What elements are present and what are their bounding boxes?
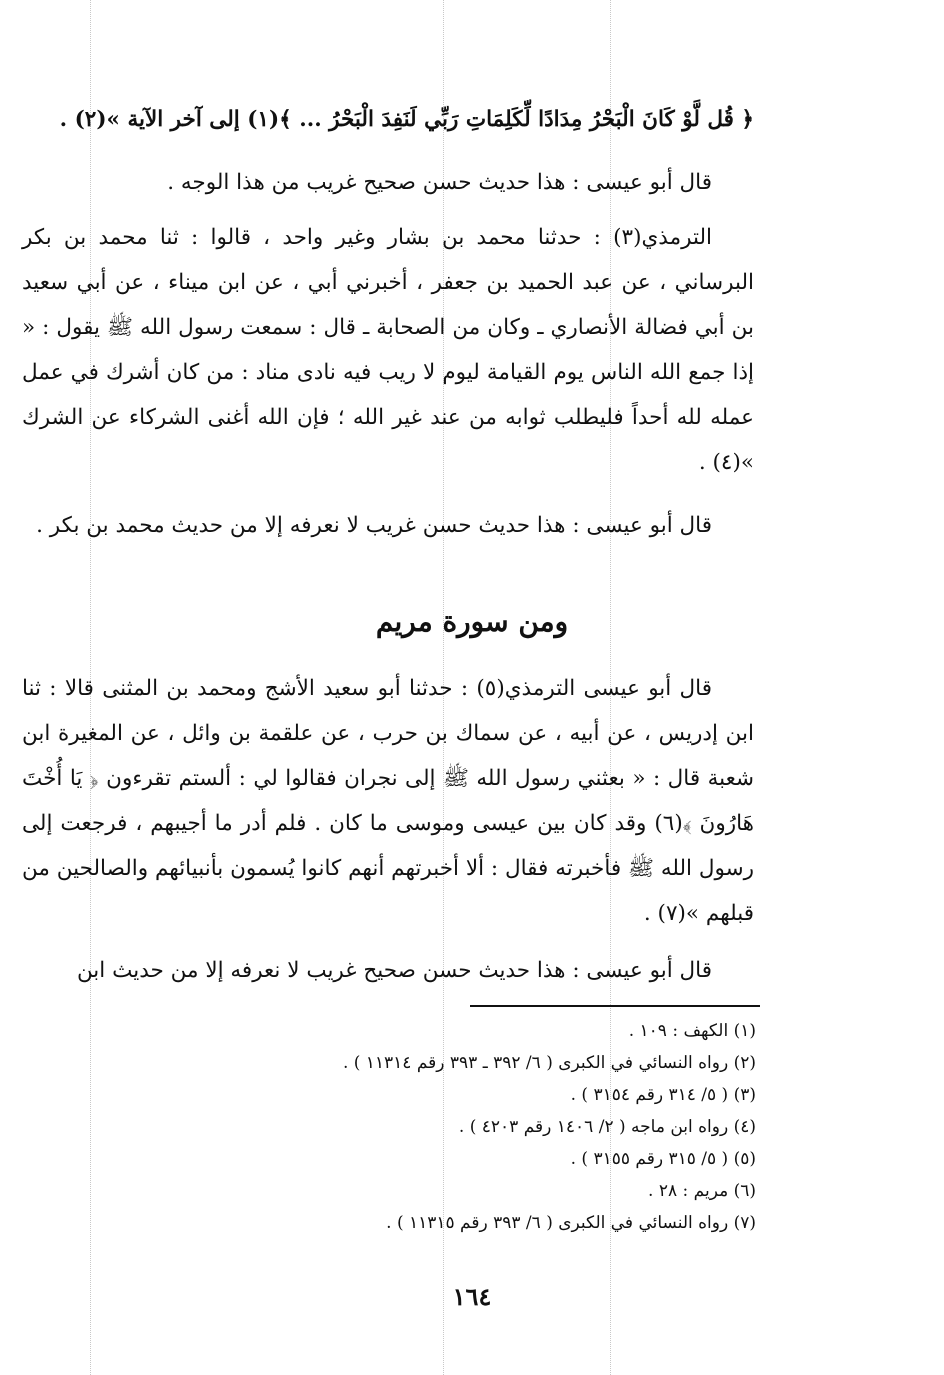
footnote-separator [470,1005,760,1007]
hadith-paragraph-1: الترمذي(٣) : حدثنا محمد بن بشار وغير واحد ، قالوا : ثنا محمد بن بكر البرساني ، عن عبد الحميد بن جعفر ، أخبرني أبي ، عن ابن ميناء ، عن أبي سعيد بن أبي فضالة الأنصاري ـ وكان من الصحابة ـ قال : سمعت رسول الله ﷺ يقول : « إذا جمع الله الناس يوم القيامة ليوم لا ريب فيه نادى مناد : من كان أشرك في عمل عمله لله أحداً فليطلب ثوابه من عند غير الله ؛ فإن الله أغنى الشركاء عن الشرك »(٤) . [22,225,754,475]
tirmidhi-comment-1: قال أبو عيسى : هذا حديث حسن صحيح غريب من هذا الوجه . [167,170,712,195]
footnotes [343,1015,756,1239]
footnote: (١) الكهف : ١٠٩ . [628,1021,756,1041]
tirmidhi-comment-3: قال أبو عيسى : هذا حديث حسن صحيح غريب لا نعرفه إلا من حديث ابن [76,958,712,983]
surah-heading: ومن سورة مريم [375,605,569,638]
hadith-paragraph-2: قال أبو عيسى الترمذي(٥) : حدثنا أبو سعيد الأشج ومحمد بن المثنى قالا : ثنا ابن إدريس ، عن أبيه ، عن سماك بن حرب ، عن علقمة بن وائل ، عن المغيرة ابن شعبة قال : « بعثني رسول الله ﷺ إلى نجران فقالوا لي : ألستم تقرءون ﴿ يَا أُخْتَ هَارُونَ ﴾(٦) وقد كان بين عيسى وموسى ما كان . فلم أدر ما أجيبهم ، فرجعت إلى رسول الله ﷺ فأخبرته فقال : ألا أخبرتهم أنهم كانوا يُسمون بأنبيائهم والصالحين من قبلهم »(٧) . [22,676,754,926]
tirmidhi-comment-2: قال أبو عيسى : هذا حديث حسن غريب لا نعرفه إلا من حديث محمد بن بكر . [36,513,712,538]
footnote: (٣) ( ٥/ ٣١٤ رقم ٣١٥٤ ) . [570,1085,756,1105]
page-number: ١٦٤ [452,1282,492,1311]
footnote: (٧) رواه النسائي في الكبرى ( ٦/ ٣٩٣ رقم ١١٣١٥ ) . [386,1213,756,1233]
footnote: (٤) رواه ابن ماجه ( ٢/ ١٤٠٦ رقم ٤٢٠٣ ) . [458,1117,756,1137]
footnote: (٥) ( ٥/ ٣١٥ رقم ٣١٥٥ ) . [570,1149,756,1169]
quran-verse-line: ﴿ قُل لَّوْ كَانَ الْبَحْرُ مِدَادًا لِّكَلِمَاتِ رَبِّي لَنَفِدَ الْبَحْرُ ... ﴾(١) إلى آخر الآية »(٢) . [59,107,754,132]
footnote: (٦) مريم : ٢٨ . [648,1181,756,1201]
footnote: (٢) رواه النسائي في الكبرى ( ٦/ ٣٩٢ ـ ٣٩٣ رقم ١١٣١٤ ) . [342,1053,756,1073]
